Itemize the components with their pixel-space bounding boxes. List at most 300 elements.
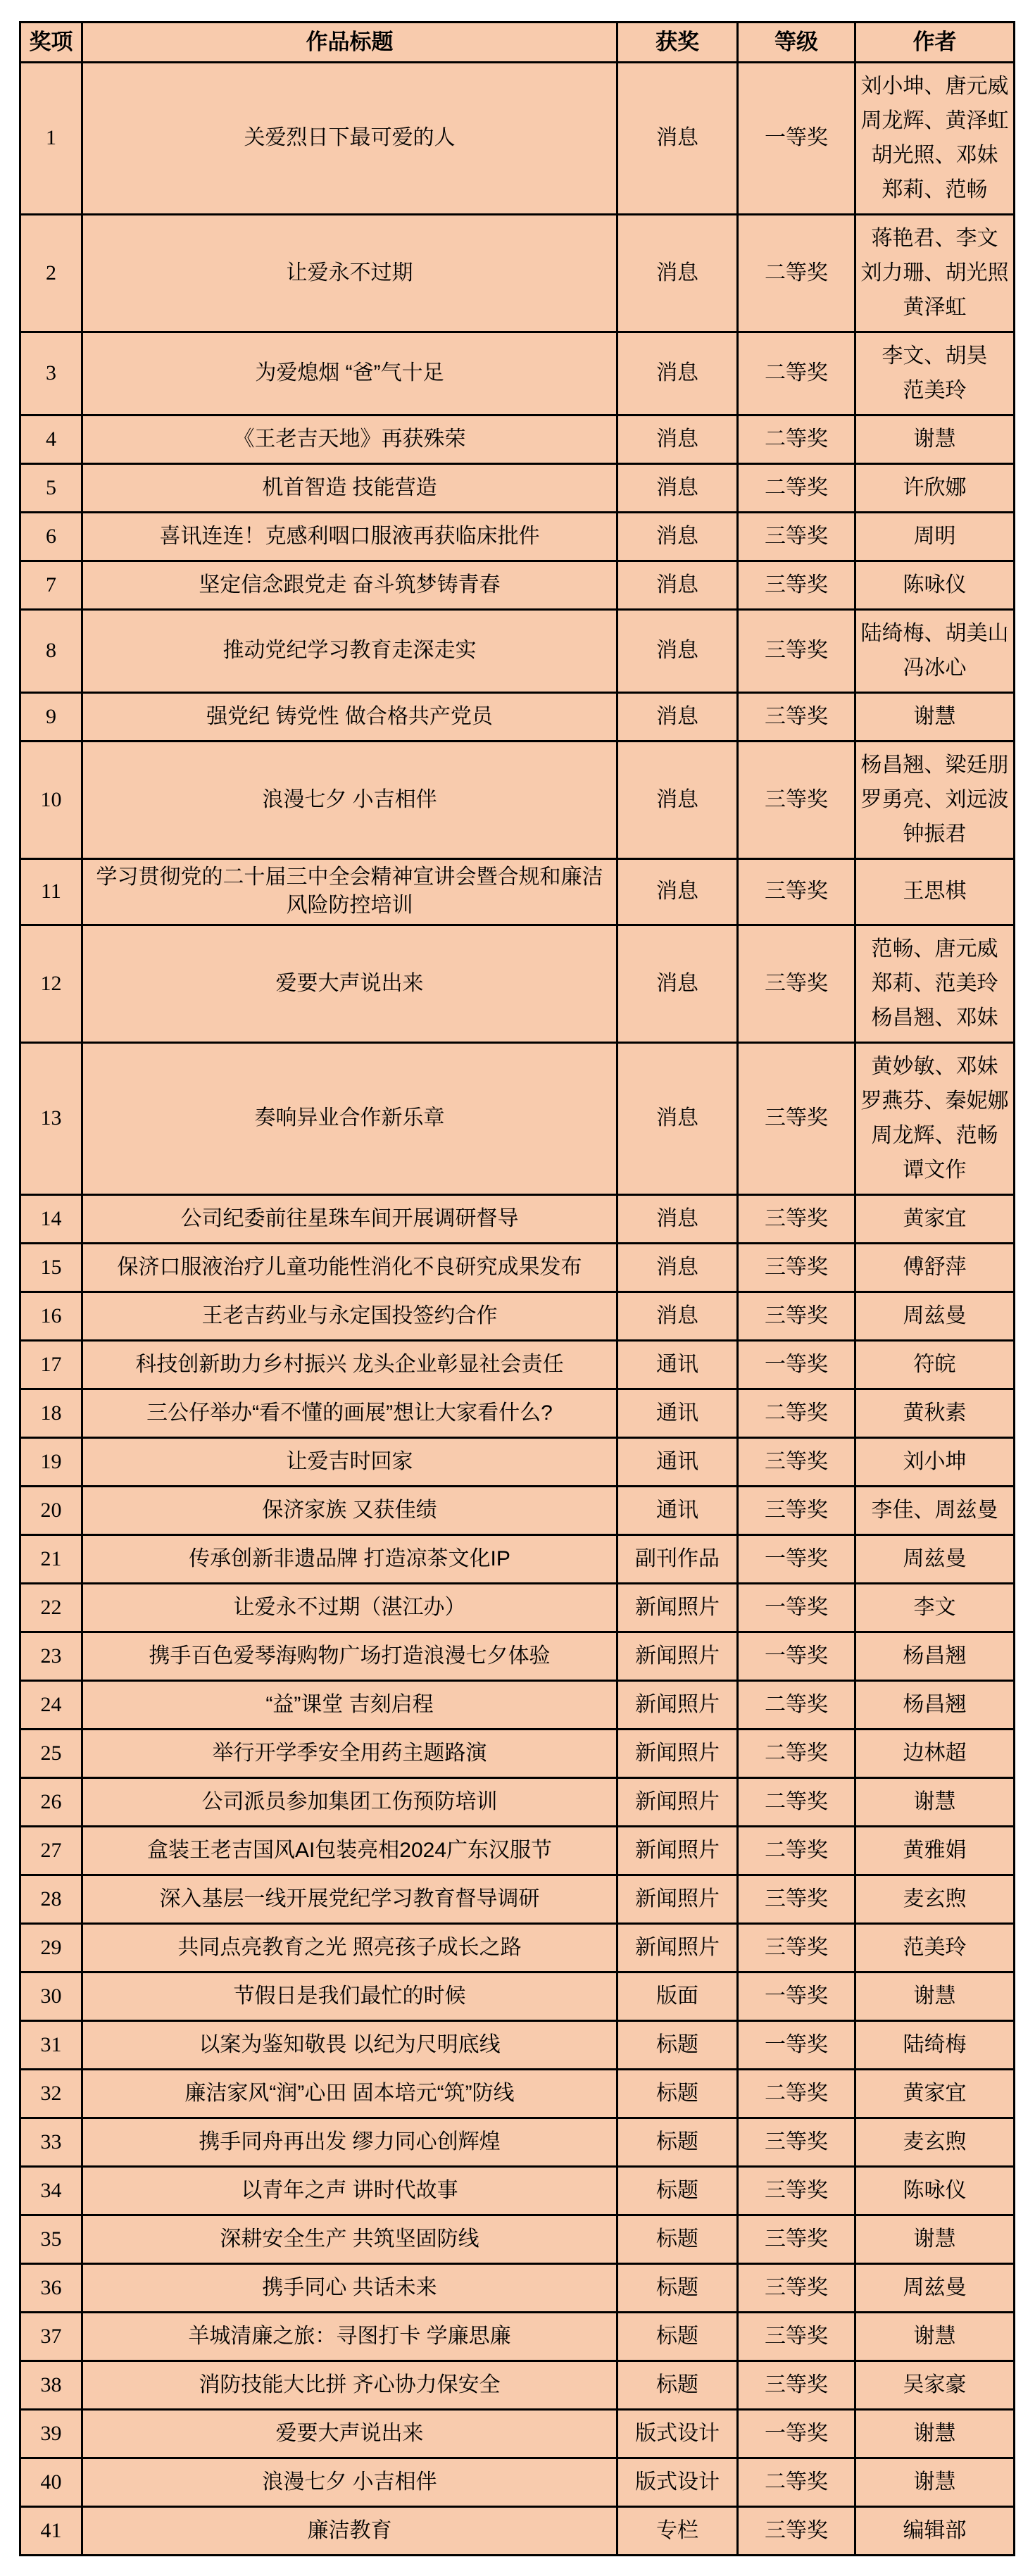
cell-award-category: 通讯 — [617, 1486, 738, 1534]
cell-work-title: 科技创新助力乡村振兴 龙头企业彰显社会责任 — [82, 1340, 617, 1389]
cell-work-title: 廉洁家风“润”心田 固本培元“筑”防线 — [82, 2069, 617, 2118]
cell-work-title: 举行开学季安全用药主题路演 — [82, 1729, 617, 1777]
author-group: 谢慧 — [913, 1789, 956, 1813]
cell-work-title: 爱要大声说出来 — [82, 925, 617, 1042]
cell-award-category: 新闻照片 — [617, 1729, 738, 1777]
cell-award-level: 三等奖 — [738, 1437, 855, 1486]
cell-award-category: 副刊作品 — [617, 1534, 738, 1583]
cell-award-level: 一等奖 — [738, 62, 855, 214]
cell-award-level: 三等奖 — [738, 2312, 855, 2361]
cell-award-category: 新闻照片 — [617, 1923, 738, 1972]
cell-award-level: 一等奖 — [738, 2409, 855, 2458]
cell-authors — [855, 1923, 1015, 1972]
cell-work-title: 廉洁教育 — [82, 2506, 617, 2555]
author-group: 傅舒萍 — [903, 1255, 967, 1279]
cell-award-level: 三等奖 — [738, 1875, 855, 1923]
col-header-no: 奖项 — [20, 23, 82, 63]
table-row — [20, 2506, 1015, 2555]
col-header-author: 作者 — [855, 23, 1015, 63]
cell-work-title: 盒装王老吉国风AI包装亮相2024广东汉服节 — [82, 1826, 617, 1875]
cell-work-title: 强党纪 铸党性 做合格共产党员 — [82, 692, 617, 741]
cell-work-title: 奏响异业合作新乐章 — [82, 1042, 617, 1194]
author-group: 谢慧 — [913, 1984, 956, 2008]
author-group: 钟振君 — [903, 822, 967, 846]
cell-award-number: 21 — [20, 1534, 82, 1583]
cell-work-title: 传承创新非遗品牌 打造凉茶文化IP — [82, 1534, 617, 1583]
cell-authors — [855, 2506, 1015, 2555]
cell-authors — [855, 1729, 1015, 1777]
table-row — [20, 1534, 1015, 1583]
cell-work-title: 深入基层一线开展党纪学习教育督导调研 — [82, 1875, 617, 1923]
cell-award-category: 消息 — [617, 858, 738, 925]
cell-award-category: 标题 — [617, 2215, 738, 2263]
cell-award-level: 二等奖 — [738, 1826, 855, 1875]
cell-award-category: 新闻照片 — [617, 1680, 738, 1729]
cell-award-level: 一等奖 — [738, 1583, 855, 1632]
cell-award-category: 标题 — [617, 2118, 738, 2166]
cell-work-title: 机首智造 技能营造 — [82, 463, 617, 512]
cell-award-level: 一等奖 — [738, 1534, 855, 1583]
table-row — [20, 1243, 1015, 1292]
cell-award-level: 一等奖 — [738, 1340, 855, 1389]
cell-work-title: 推动党纪学习教育走深走实 — [82, 609, 617, 692]
author-group: 黄雅娟 — [903, 1838, 967, 1862]
cell-work-title: 王老吉药业与永定国投签约合作 — [82, 1292, 617, 1340]
cell-award-number: 31 — [20, 2020, 82, 2069]
cell-award-number: 3 — [20, 332, 82, 415]
table-row — [20, 1389, 1015, 1437]
cell-award-number: 28 — [20, 1875, 82, 1923]
cell-award-category: 消息 — [617, 463, 738, 512]
cell-work-title: 携手同心 共话未来 — [82, 2263, 617, 2312]
author-group: 蒋艳君、李文 — [871, 226, 998, 250]
cell-authors — [855, 1583, 1015, 1632]
cell-award-level: 二等奖 — [738, 2458, 855, 2506]
cell-authors — [855, 1437, 1015, 1486]
cell-authors — [855, 1632, 1015, 1680]
author-group: 黄家宜 — [903, 1206, 967, 1230]
table-row — [20, 1194, 1015, 1243]
cell-authors — [855, 925, 1015, 1042]
cell-work-title: 携手百色爱琴海购物广场打造浪漫七夕体验 — [82, 1632, 617, 1680]
cell-award-category: 消息 — [617, 512, 738, 561]
cell-award-category: 标题 — [617, 2361, 738, 2409]
cell-award-number: 7 — [20, 561, 82, 609]
cell-award-level: 二等奖 — [738, 1389, 855, 1437]
cell-award-category: 消息 — [617, 609, 738, 692]
cell-award-category: 标题 — [617, 2312, 738, 2361]
table-row — [20, 609, 1015, 692]
author-group: 黄泽虹 — [903, 295, 967, 319]
cell-award-level: 二等奖 — [738, 214, 855, 332]
cell-award-category: 版式设计 — [617, 2458, 738, 2506]
author-group: 冯冰心 — [903, 656, 967, 680]
cell-work-title: 浪漫七夕 小吉相伴 — [82, 2458, 617, 2506]
author-group: 谢慧 — [913, 2421, 956, 2445]
cell-award-category: 标题 — [617, 2020, 738, 2069]
author-group: 范畅、唐元威 — [871, 937, 998, 961]
author-group: 吴家豪 — [903, 2372, 967, 2396]
author-group: 麦玄煦 — [903, 1887, 967, 1911]
cell-award-number: 9 — [20, 692, 82, 741]
table-row — [20, 415, 1015, 463]
cell-work-title: 节假日是我们最忙的时候 — [82, 1972, 617, 2020]
cell-work-title: 深耕安全生产 共筑坚固防线 — [82, 2215, 617, 2263]
cell-award-level: 三等奖 — [738, 1243, 855, 1292]
table-row — [20, 1632, 1015, 1680]
cell-award-number: 1 — [20, 62, 82, 214]
cell-authors — [855, 1042, 1015, 1194]
author-group: 刘小坤 — [903, 1449, 967, 1473]
cell-award-number: 6 — [20, 512, 82, 561]
cell-award-number: 23 — [20, 1632, 82, 1680]
cell-award-level: 三等奖 — [738, 1292, 855, 1340]
author-group: 麦玄煦 — [903, 2130, 967, 2153]
cell-authors — [855, 2263, 1015, 2312]
col-header-title: 作品标题 — [82, 23, 617, 63]
cell-work-title: 《王老吉天地》再获殊荣 — [82, 415, 617, 463]
cell-authors — [855, 741, 1015, 858]
cell-award-category: 通讯 — [617, 1340, 738, 1389]
cell-authors — [855, 2166, 1015, 2215]
cell-authors — [855, 415, 1015, 463]
author-group: 周明 — [913, 524, 956, 548]
cell-award-number: 32 — [20, 2069, 82, 2118]
author-group: 编辑部 — [903, 2518, 967, 2542]
cell-award-level: 三等奖 — [738, 2215, 855, 2263]
cell-award-number: 40 — [20, 2458, 82, 2506]
col-header-level: 等级 — [738, 23, 855, 63]
cell-authors — [855, 512, 1015, 561]
cell-award-number: 14 — [20, 1194, 82, 1243]
cell-authors — [855, 463, 1015, 512]
table-row — [20, 1292, 1015, 1340]
table-row — [20, 2361, 1015, 2409]
cell-award-category: 专栏 — [617, 2506, 738, 2555]
cell-authors — [855, 1292, 1015, 1340]
cell-award-category: 消息 — [617, 62, 738, 214]
cell-award-number: 24 — [20, 1680, 82, 1729]
table-row — [20, 858, 1015, 925]
table-row — [20, 2312, 1015, 2361]
table-row — [20, 332, 1015, 415]
author-group: 杨昌翘 — [903, 1644, 967, 1668]
cell-award-category: 新闻照片 — [617, 1632, 738, 1680]
cell-work-title: 以案为鉴知敬畏 以纪为尺明底线 — [82, 2020, 617, 2069]
author-group: 周兹曼 — [903, 1546, 967, 1570]
cell-work-title: 共同点亮教育之光 照亮孩子成长之路 — [82, 1923, 617, 1972]
cell-work-title: 浪漫七夕 小吉相伴 — [82, 741, 617, 858]
cell-award-category: 新闻照片 — [617, 1826, 738, 1875]
table-row — [20, 1972, 1015, 2020]
cell-award-category: 通讯 — [617, 1437, 738, 1486]
cell-award-level: 二等奖 — [738, 1729, 855, 1777]
author-group: 王思棋 — [903, 880, 967, 904]
table-row — [20, 2458, 1015, 2506]
cell-award-level: 三等奖 — [738, 2118, 855, 2166]
cell-award-number: 29 — [20, 1923, 82, 1972]
cell-award-number: 26 — [20, 1777, 82, 1826]
cell-award-number: 41 — [20, 2506, 82, 2555]
cell-work-title: 消防技能大比拼 齐心协力保安全 — [82, 2361, 617, 2409]
cell-work-title: 公司纪委前往星珠车间开展调研督导 — [82, 1194, 617, 1243]
table-row — [20, 1437, 1015, 1486]
author-group: 许欣娜 — [903, 475, 967, 499]
cell-award-number: 37 — [20, 2312, 82, 2361]
table-row — [20, 2409, 1015, 2458]
author-group: 谢慧 — [913, 2227, 956, 2251]
table-row — [20, 2020, 1015, 2069]
cell-authors — [855, 1340, 1015, 1389]
author-group: 杨昌翘、邓妹 — [871, 1006, 998, 1030]
author-group: 陆绮梅 — [903, 2032, 967, 2056]
author-group: 黄家宜 — [903, 2081, 967, 2105]
cell-award-number: 12 — [20, 925, 82, 1042]
cell-award-number: 20 — [20, 1486, 82, 1534]
table-row — [20, 1583, 1015, 1632]
cell-award-level: 三等奖 — [738, 1194, 855, 1243]
cell-authors — [855, 1777, 1015, 1826]
cell-award-number: 25 — [20, 1729, 82, 1777]
cell-authors — [855, 2458, 1015, 2506]
cell-work-title: 为爱熄烟 “爸”气十足 — [82, 332, 617, 415]
author-group: 陈咏仪 — [903, 2178, 967, 2202]
author-group: 刘力珊、胡光照 — [860, 261, 1009, 285]
author-group: 郑莉、范畅 — [882, 177, 988, 201]
cell-award-level: 三等奖 — [738, 1923, 855, 1972]
cell-award-level: 三等奖 — [738, 1486, 855, 1534]
author-group: 谢慧 — [913, 2470, 956, 2494]
cell-authors — [855, 1194, 1015, 1243]
author-group: 陆绮梅、胡美山 — [860, 621, 1009, 645]
cell-award-level: 二等奖 — [738, 2069, 855, 2118]
table-row — [20, 1680, 1015, 1729]
cell-authors — [855, 332, 1015, 415]
table-row — [20, 1340, 1015, 1389]
cell-authors — [855, 2361, 1015, 2409]
cell-award-level: 一等奖 — [738, 1972, 855, 2020]
table-row — [20, 1875, 1015, 1923]
cell-award-level: 三等奖 — [738, 2506, 855, 2555]
author-group: 杨昌翘 — [903, 1692, 967, 1716]
cell-award-level: 三等奖 — [738, 2263, 855, 2312]
cell-award-level: 一等奖 — [738, 1632, 855, 1680]
table-row — [20, 1777, 1015, 1826]
cell-authors — [855, 2118, 1015, 2166]
author-group: 周兹曼 — [903, 1303, 967, 1327]
author-group: 谢慧 — [913, 704, 956, 728]
cell-award-category: 消息 — [617, 1194, 738, 1243]
cell-award-number: 17 — [20, 1340, 82, 1389]
cell-work-title: 让爱永不过期 — [82, 214, 617, 332]
cell-award-number: 8 — [20, 609, 82, 692]
cell-award-category: 消息 — [617, 214, 738, 332]
cell-award-number: 34 — [20, 2166, 82, 2215]
cell-award-number: 27 — [20, 1826, 82, 1875]
cell-award-category: 版面 — [617, 1972, 738, 2020]
author-group: 范美玲 — [903, 378, 967, 402]
cell-award-level: 二等奖 — [738, 415, 855, 463]
cell-award-category: 消息 — [617, 1042, 738, 1194]
cell-authors — [855, 1534, 1015, 1583]
cell-award-level: 三等奖 — [738, 561, 855, 609]
cell-work-title: “益”课堂 吉刻启程 — [82, 1680, 617, 1729]
cell-award-number: 11 — [20, 858, 82, 925]
cell-award-category: 消息 — [617, 1243, 738, 1292]
table-row — [20, 2118, 1015, 2166]
cell-authors — [855, 1680, 1015, 1729]
cell-work-title: 学习贯彻党的二十届三中全会精神宣讲会暨合规和廉洁风险防控培训 — [82, 858, 617, 925]
cell-work-title: 坚定信念跟党走 奋斗筑梦铸青春 — [82, 561, 617, 609]
cell-authors — [855, 1486, 1015, 1534]
cell-award-number: 10 — [20, 741, 82, 858]
cell-award-level: 三等奖 — [738, 741, 855, 858]
cell-authors — [855, 2215, 1015, 2263]
cell-work-title: 公司派员参加集团工伤预防培训 — [82, 1777, 617, 1826]
author-group: 胡光照、邓妹 — [871, 143, 998, 167]
cell-award-number: 13 — [20, 1042, 82, 1194]
cell-work-title: 关爱烈日下最可爱的人 — [82, 62, 617, 214]
header-row — [20, 23, 1015, 63]
cell-award-level: 三等奖 — [738, 1042, 855, 1194]
cell-award-level: 二等奖 — [738, 463, 855, 512]
cell-award-level: 三等奖 — [738, 609, 855, 692]
cell-authors — [855, 609, 1015, 692]
cell-award-category: 通讯 — [617, 1389, 738, 1437]
table-row — [20, 62, 1015, 214]
cell-work-title: 保济家族 又获佳绩 — [82, 1486, 617, 1534]
author-group: 罗勇亮、刘远波 — [860, 787, 1009, 811]
author-group: 范美玲 — [903, 1935, 967, 1959]
table-row — [20, 1042, 1015, 1194]
cell-award-category: 标题 — [617, 2166, 738, 2215]
table-row — [20, 1486, 1015, 1534]
cell-work-title: 携手同舟再出发 缪力同心创辉煌 — [82, 2118, 617, 2166]
cell-authors — [855, 62, 1015, 214]
author-group: 周龙辉、黄泽虹 — [860, 108, 1009, 132]
table-row — [20, 512, 1015, 561]
author-group: 杨昌翘、梁廷朋 — [860, 753, 1009, 777]
table-row — [20, 561, 1015, 609]
cell-work-title: 羊城清廉之旅：寻图打卡 学廉思廉 — [82, 2312, 617, 2361]
cell-award-number: 22 — [20, 1583, 82, 1632]
author-group: 李佳、周兹曼 — [871, 1498, 998, 1522]
cell-award-category: 标题 — [617, 2263, 738, 2312]
table-row — [20, 2166, 1015, 2215]
cell-award-level: 三等奖 — [738, 925, 855, 1042]
awards-table — [19, 21, 1015, 2556]
cell-authors — [855, 561, 1015, 609]
table-row — [20, 2263, 1015, 2312]
cell-award-category: 版式设计 — [617, 2409, 738, 2458]
author-group: 周兹曼 — [903, 2275, 967, 2299]
table-body — [20, 62, 1015, 2555]
cell-authors — [855, 1875, 1015, 1923]
cell-authors — [855, 858, 1015, 925]
author-group: 罗燕芬、秦妮娜 — [860, 1089, 1009, 1113]
cell-award-number: 15 — [20, 1243, 82, 1292]
cell-award-level: 二等奖 — [738, 1777, 855, 1826]
cell-award-number: 19 — [20, 1437, 82, 1486]
cell-award-level: 三等奖 — [738, 858, 855, 925]
cell-award-category: 消息 — [617, 741, 738, 858]
cell-award-level: 二等奖 — [738, 332, 855, 415]
author-group: 陈咏仪 — [903, 573, 967, 596]
cell-authors — [855, 692, 1015, 741]
cell-award-number: 16 — [20, 1292, 82, 1340]
cell-work-title: 让爱永不过期（湛江办） — [82, 1583, 617, 1632]
cell-award-number: 35 — [20, 2215, 82, 2263]
table-row — [20, 2215, 1015, 2263]
cell-authors — [855, 1243, 1015, 1292]
table-row — [20, 741, 1015, 858]
cell-award-number: 38 — [20, 2361, 82, 2409]
cell-award-level: 一等奖 — [738, 2020, 855, 2069]
author-group: 谢慧 — [913, 427, 956, 451]
author-group: 黄秋素 — [903, 1401, 967, 1425]
cell-work-title: 三公仔举办“看不懂的画展”想让大家看什么? — [82, 1389, 617, 1437]
table-row — [20, 925, 1015, 1042]
table-row — [20, 214, 1015, 332]
cell-award-level: 二等奖 — [738, 1680, 855, 1729]
cell-authors — [855, 2409, 1015, 2458]
author-group: 谭文作 — [903, 1158, 967, 1182]
cell-authors — [855, 1826, 1015, 1875]
author-group: 郑莉、范美玲 — [871, 971, 998, 995]
cell-award-category: 消息 — [617, 561, 738, 609]
table-row — [20, 1923, 1015, 1972]
col-header-category: 获奖 — [617, 23, 738, 63]
author-group: 刘小坤、唐元威 — [860, 74, 1009, 98]
table-row — [20, 692, 1015, 741]
cell-award-level: 三等奖 — [738, 2166, 855, 2215]
cell-award-level: 三等奖 — [738, 692, 855, 741]
cell-authors — [855, 214, 1015, 332]
table-row — [20, 1826, 1015, 1875]
cell-award-category: 消息 — [617, 332, 738, 415]
cell-award-number: 2 — [20, 214, 82, 332]
cell-work-title: 爱要大声说出来 — [82, 2409, 617, 2458]
cell-award-category: 消息 — [617, 925, 738, 1042]
author-group: 黄妙敏、邓妹 — [871, 1054, 998, 1078]
cell-authors — [855, 2020, 1015, 2069]
cell-award-number: 5 — [20, 463, 82, 512]
table-row — [20, 463, 1015, 512]
cell-award-category: 新闻照片 — [617, 1777, 738, 1826]
cell-award-number: 18 — [20, 1389, 82, 1437]
cell-award-level: 三等奖 — [738, 2361, 855, 2409]
author-group: 符皖 — [913, 1352, 956, 1376]
cell-award-number: 36 — [20, 2263, 82, 2312]
author-group: 边林超 — [903, 1741, 967, 1765]
cell-award-category: 消息 — [617, 692, 738, 741]
cell-award-number: 30 — [20, 1972, 82, 2020]
cell-work-title: 让爱吉时回家 — [82, 1437, 617, 1486]
cell-authors — [855, 1972, 1015, 2020]
author-group: 李文、胡昊 — [882, 344, 988, 368]
author-group: 周龙辉、范畅 — [871, 1123, 998, 1147]
cell-award-category: 标题 — [617, 2069, 738, 2118]
cell-work-title: 以青年之声 讲时代故事 — [82, 2166, 617, 2215]
author-group: 谢慧 — [913, 2324, 956, 2348]
cell-authors — [855, 1389, 1015, 1437]
author-group: 李文 — [913, 1595, 956, 1619]
cell-award-level: 三等奖 — [738, 512, 855, 561]
cell-award-number: 33 — [20, 2118, 82, 2166]
cell-work-title: 喜讯连连！克感利咽口服液再获临床批件 — [82, 512, 617, 561]
cell-award-number: 4 — [20, 415, 82, 463]
cell-award-category: 消息 — [617, 415, 738, 463]
